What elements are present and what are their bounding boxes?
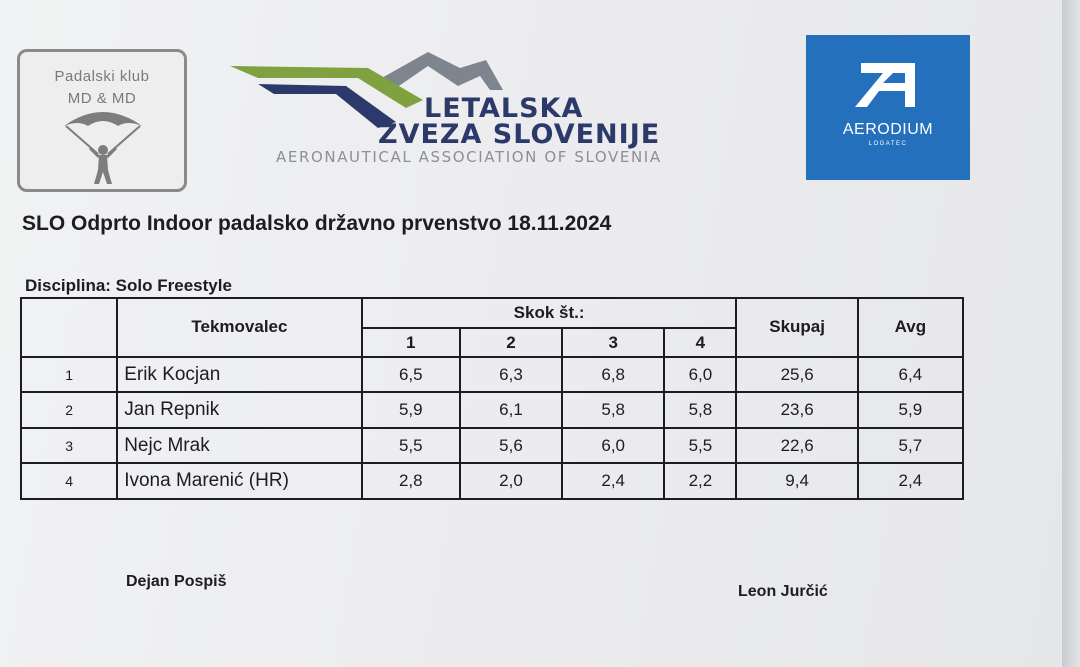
results-table: [20, 297, 964, 500]
parachutist-icon: [58, 104, 148, 189]
jump-number-header: 1: [362, 328, 460, 356]
jump-score-cell: 6,1: [460, 392, 562, 428]
competitor-cell: Nejc Mrak: [117, 428, 362, 464]
wall-edge: [1062, 0, 1080, 667]
total-header: Skupaj: [736, 298, 857, 357]
competitor-header: Tekmovalec: [117, 298, 362, 357]
page-title: SLO Odprto Indoor padalsko državno prvenstvo 18.11.2024: [22, 212, 612, 235]
club-logo-line2: MD & MD: [67, 90, 137, 107]
table-row: [21, 392, 963, 428]
avg-cell: 5,9: [858, 392, 963, 428]
jump-score-cell: 2,0: [460, 463, 562, 499]
jump-score-cell: 2,8: [362, 463, 460, 499]
avg-cell: 5,7: [858, 428, 963, 464]
avg-cell: 2,4: [858, 463, 963, 499]
rank-cell: 3: [21, 428, 117, 464]
jump-number-header: 2: [460, 328, 562, 356]
jump-number-header: 4: [664, 328, 736, 356]
table-row: [21, 463, 963, 499]
rank-cell: 1: [21, 357, 117, 393]
club-logo-line1: Padalski klub: [54, 68, 150, 85]
signature-left: Dejan Pospiš: [126, 573, 227, 590]
total-cell: 9,4: [736, 463, 857, 499]
jump-score-cell: 6,0: [562, 428, 664, 464]
total-cell: 23,6: [736, 392, 857, 428]
avg-header: Avg: [858, 298, 963, 357]
jump-score-cell: 5,5: [362, 428, 460, 464]
aerodium-brand: AERODIUM: [842, 121, 934, 138]
competitor-cell: Erik Kocjan: [117, 357, 362, 393]
jump-score-cell: 5,5: [664, 428, 736, 464]
jump-number-header: 3: [562, 328, 664, 356]
jump-score-cell: 5,8: [562, 392, 664, 428]
association-name-line1: LETALSKA: [424, 93, 584, 124]
table-row: [21, 428, 963, 464]
jumps-header: Skok št.:: [362, 298, 737, 328]
jump-score-cell: 6,0: [664, 357, 736, 393]
aerodium-a-icon: [853, 57, 923, 113]
competitor-cell: Jan Repnik: [117, 392, 362, 428]
rank-cell: 2: [21, 392, 117, 428]
total-cell: 22,6: [736, 428, 857, 464]
rank-cell: 4: [21, 463, 117, 499]
club-logo: [17, 49, 187, 192]
avg-cell: 6,4: [858, 357, 963, 393]
jump-score-cell: 2,4: [562, 463, 664, 499]
competitor-cell: Ivona Marenić (HR): [117, 463, 362, 499]
jump-score-cell: 5,9: [362, 392, 460, 428]
association-name-line2: ZVEZA SLOVENIJE: [378, 119, 661, 150]
jump-score-cell: 6,3: [460, 357, 562, 393]
aerodium-logo: [806, 35, 970, 180]
signature-right: Leon Jurčić: [738, 583, 828, 600]
jump-score-cell: 6,8: [562, 357, 664, 393]
association-name-english: AERONAUTICAL ASSOCIATION OF SLOVENIA: [276, 148, 662, 166]
association-logo: [228, 50, 748, 170]
total-cell: 25,6: [736, 357, 857, 393]
jump-score-cell: 5,6: [460, 428, 562, 464]
rank-header: [21, 298, 117, 357]
aerodium-location: LOGATEC: [868, 141, 908, 147]
table-row: [21, 357, 963, 393]
jump-score-cell: 6,5: [362, 357, 460, 393]
jump-score-cell: 5,8: [664, 392, 736, 428]
discipline-label: Disciplina: Solo Freestyle: [25, 276, 232, 295]
jump-score-cell: 2,2: [664, 463, 736, 499]
